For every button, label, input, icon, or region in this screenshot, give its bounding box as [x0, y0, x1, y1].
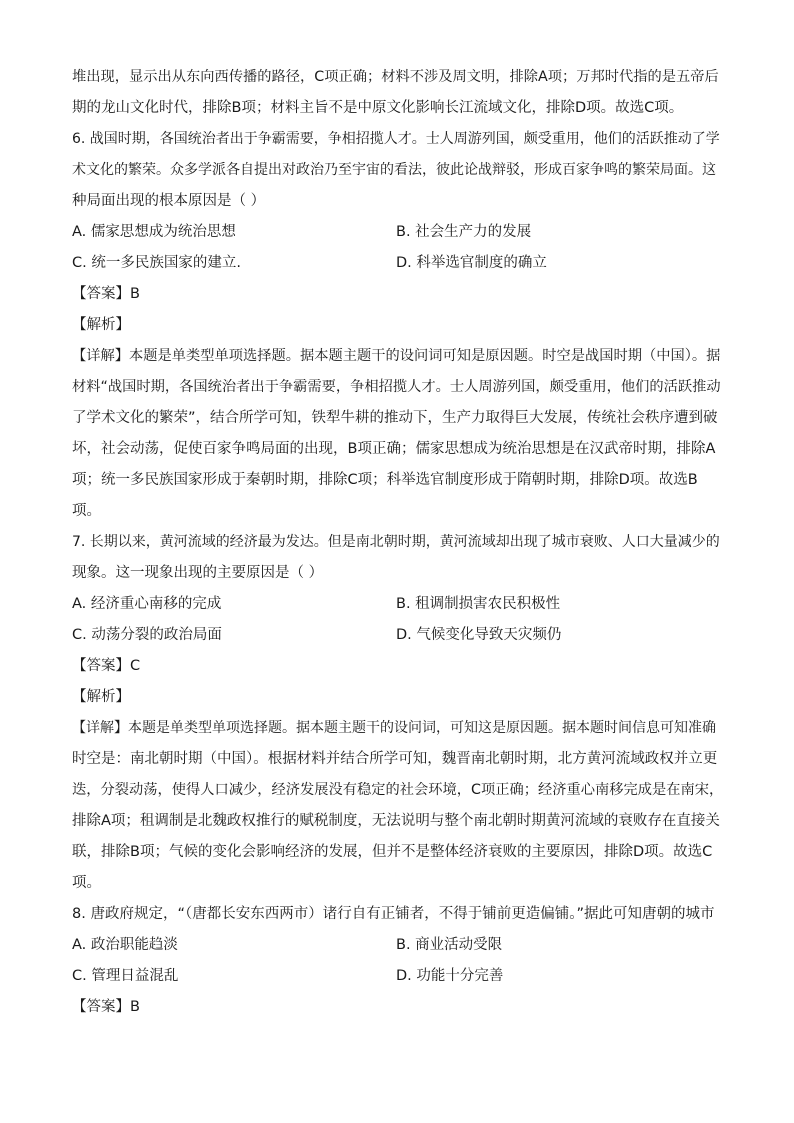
q7-detail-line-1: 【详解】本题是单类型单项选择题。据本题主题干的设问词，可知这是原因题。据本题时间信息可知准确: [72, 720, 716, 736]
q6-option-a: A. 儒家思想成为统治思想: [72, 224, 236, 240]
q6-stem-line-2: 术文化的繁荣。众多学派各自提出对政治乃至宇宙的看法，彼此论战辩驳，形成百家争鸣的繁荣局面。这: [72, 162, 716, 178]
q8-stem-line-1: 8. 唐政府规定，“（唐都长安东西两市）诸行自有正铺者，不得于铺前更造偏铺。”据此可知唐朝的城市: [72, 906, 715, 922]
q6-answer: 【答案】B: [72, 286, 140, 302]
q8-answer: 【答案】B: [72, 999, 140, 1015]
q6-stem-line-1: 6. 战国时期，各国统治者出于争霸需要，争相招揽人才。士人周游列国，颇受重用，他们的活跃推动了学: [72, 131, 720, 147]
q7-stem-line-1: 7. 长期以来，黄河流域的经济最为发达。但是南北朝时期，黄河流域却出现了城市衰败、人口大量减少的: [72, 534, 720, 550]
q7-stem-line-2: 现象。这一现象出现的主要原因是（ ）: [72, 565, 324, 581]
q7-option-a: A. 经济重心南移的完成: [72, 596, 222, 612]
q8-options-row-2: [72, 961, 724, 992]
q7-option-c: C. 动荡分裂的政治局面: [72, 627, 222, 643]
q7-option-b: B. 租调制损害农民积极性: [396, 596, 561, 612]
q5-explanation-line-2: 期的龙山文化时代，排除B项；材料主旨不是中原文化影响长江流域文化，排除D项。故选C项。: [72, 100, 684, 116]
q6-options-row-2: [72, 248, 724, 279]
q7-detail-line-2: 时空是：南北朝时期（中国）。根据材料并结合所学可知，魏晋南北朝时期，北方黄河流域政权并立更: [72, 751, 718, 767]
q7-options-row-2: [72, 620, 724, 651]
q6-detail-line-2: 材料“战国时期，各国统治者出于争霸需要，争相招揽人才。士人周游列国，颇受重用，他们的活跃推动: [72, 379, 721, 395]
q8-options-row-1: [72, 930, 724, 961]
q6-options-row-1: [72, 217, 724, 248]
q6-stem-line-3: 种局面出现的根本原因是（ ）: [72, 193, 266, 209]
q6-detail-line-1: 【详解】本题是单类型单项选择题。据本题主题干的设问词可知是原因题。时空是战国时期（中国）。据: [72, 348, 721, 364]
q8-option-d: D. 功能十分完善: [396, 968, 504, 984]
q8-option-a: A. 政治职能趋淡: [72, 937, 178, 953]
q7-detail-line-4: 排除A项；租调制是北魏政权推行的赋税制度，无法说明与整个南北朝时期黄河流域的衰败存在直接关: [72, 813, 720, 829]
q7-options-row-1: [72, 589, 724, 620]
q5-explanation-line-1: 堆出现，显示出从东向西传播的路径，C项正确；材料不涉及周文明，排除A项；万邦时代指的是五帝后: [72, 69, 719, 85]
q7-detail-line-6: 项。: [72, 875, 101, 891]
q7-option-d: D. 气候变化导致天灾频仍: [396, 627, 562, 643]
q6-detail-line-3: 了学术文化的繁荣”，结合所学可知，铁犁牛耕的推动下，生产力取得巨大发展，传统社会秩序遭到破: [72, 410, 718, 426]
q6-option-d: D. 科举选官制度的确立: [396, 255, 547, 271]
document-page: [72, 62, 724, 1023]
q6-analysis-label: 【解析】: [72, 317, 130, 333]
q6-option-c: C. 统一多民族国家的建立.: [72, 255, 241, 271]
q7-answer: 【答案】C: [72, 658, 141, 674]
q8-option-c: C. 管理日益混乱: [72, 968, 179, 984]
q7-detail-line-5: 联，排除B项；气候的变化会影响经济的发展，但并不是整体经济衰败的主要原因，排除D项。故选C: [72, 844, 713, 860]
q6-detail-line-6: 项。: [72, 503, 101, 519]
q7-analysis-label: 【解析】: [72, 689, 130, 705]
q7-detail-line-3: 迭，分裂动荡，使得人口减少，经济发展没有稳定的社会环境，C项正确；经济重心南移完成是在南宋，: [72, 782, 724, 798]
q8-option-b: B. 商业活动受限: [396, 937, 503, 953]
q6-detail-line-5: 项；统一多民族国家形成于秦朝时期，排除C项；科举选官制度形成于隋朝时期，排除D项。故选B: [72, 472, 698, 488]
q6-option-b: B. 社会生产力的发展: [396, 224, 532, 240]
q6-detail-line-4: 坏，社会动荡，促使百家争鸣局面的出现，B项正确；儒家思想成为统治思想是在汉武帝时期，排除A: [72, 441, 716, 457]
